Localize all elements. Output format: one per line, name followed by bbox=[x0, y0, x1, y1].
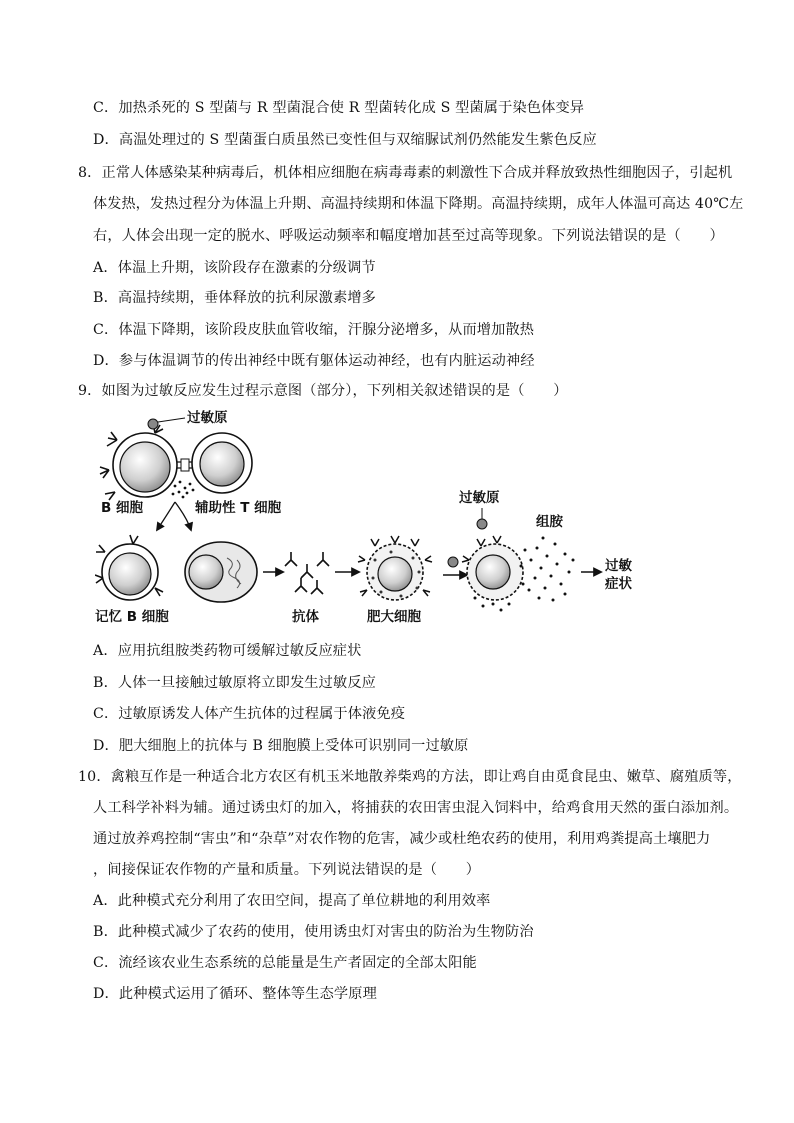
q8-stem-line-1: 8．正常人体感染某种病毒后，机体相应细胞在病毒毒素的刺激性下合成并释放致热性细胞因子，引起机 bbox=[78, 165, 733, 181]
allergy-process-diagram bbox=[95, 400, 655, 630]
helper-t-cell-icon bbox=[192, 433, 252, 493]
q10-stem-line-2: 人工科学补料为辅。通过诱虫灯的加入，将捕获的农田害虫混入饲料中，给鸡食用天然的蛋白添加剂。 bbox=[93, 800, 739, 816]
q10-option-a: A．此种模式充分利用了农田空间，提高了单位耕地的利用效率 bbox=[93, 893, 491, 909]
label-symptom-1: 过敏 bbox=[605, 558, 632, 574]
label-symptom-2: 症状 bbox=[605, 576, 632, 592]
memory-b-cell-icon bbox=[95, 535, 163, 600]
q9-option-a: A．应用抗组胺类药物可缓解过敏反应症状 bbox=[93, 643, 362, 659]
q9-option-c: C．过敏原诱发人体产生抗体的过程属于体液免疫 bbox=[93, 706, 406, 722]
q10-stem-line-3: 通过放养鸡控制“害虫”和“杂草”对农作物的危害，减少或杜绝农药的使用，利用鸡粪提高土壤肥力 bbox=[93, 831, 711, 847]
q9-stem: 9．如图为过敏反应发生过程示意图（部分），下列相关叙述错误的是（ ） bbox=[78, 383, 568, 399]
q8-option-b: B．高温持续期，垂体释放的抗利尿激素增多 bbox=[93, 290, 376, 306]
label-b-cell: B 细胞 bbox=[101, 500, 143, 516]
label-mast-cell: 肥大细胞 bbox=[367, 609, 421, 625]
q10-stem-line-4: ，间接保证农作物的产量和质量。下列说法错误的是（ ） bbox=[93, 862, 481, 878]
mast-cell-icon bbox=[358, 536, 432, 600]
label-helper-t: 辅助性 T 细胞 bbox=[195, 500, 282, 516]
q8-stem-line-3: 右，人体会出现一定的脱水、呼吸运动频率和幅度增加甚至过高等现象。下列说法错误的是（ ） bbox=[93, 228, 724, 244]
label-histamine: 组胺 bbox=[536, 514, 563, 530]
q8-stem-line-2: 体发热，发热过程分为体温上升期、高温持续期和体温下降期。高温持续期，成年人体温可高达 40℃左 bbox=[93, 196, 744, 212]
q10-option-d: D．此种模式运用了循环、整体等生态学原理 bbox=[93, 986, 377, 1002]
allergen-icon bbox=[448, 557, 458, 567]
q7-option-c: C．加热杀死的 S 型菌与 R 型菌混合使 R 型菌转化成 S 型菌属于染色体变异 bbox=[93, 100, 585, 116]
label-memory-b: 记忆 B 细胞 bbox=[95, 609, 169, 625]
antibody-icon bbox=[285, 552, 329, 594]
plasma-cell-icon bbox=[185, 542, 257, 602]
q8-option-c: C．体温下降期，该阶段皮肤血管收缩，汗腺分泌增多，从而增加散热 bbox=[93, 322, 535, 338]
q9-option-d: D．肥大细胞上的抗体与 B 细胞膜上受体可识别同一过敏原 bbox=[93, 738, 469, 754]
b-cell-icon bbox=[100, 423, 177, 500]
label-antibody: 抗体 bbox=[292, 609, 319, 625]
q9-option-b: B．人体一旦接触过敏原将立即发生过敏反应 bbox=[93, 675, 376, 691]
degranulating-mast-cell-icon bbox=[462, 508, 523, 600]
label-allergen-top: 过敏原 bbox=[187, 410, 228, 426]
q8-option-d: D．参与体温调节的传出神经中既有躯体运动神经，也有内脏运动神经 bbox=[93, 353, 535, 369]
q10-option-b: B．此种模式减少了农药的使用，使用诱虫灯对害虫的防治为生物防治 bbox=[93, 924, 534, 940]
q10-option-c: C．流经该农业生态系统的总能量是生产者固定的全部太阳能 bbox=[93, 955, 477, 971]
label-allergen-right: 过敏原 bbox=[459, 490, 500, 506]
q10-stem-line-1: 10．禽粮互作是一种适合北方农区有机玉米地散养柴鸡的方法，即让鸡自由觅食昆虫、嫩草、腐殖质等， bbox=[78, 769, 742, 785]
q8-option-a: A．体温上升期，该阶段存在激素的分级调节 bbox=[93, 260, 376, 276]
cytokine-dots bbox=[172, 481, 195, 499]
allergen-icon bbox=[148, 418, 185, 429]
q7-option-d: D．高温处理过的 S 型菌蛋白质虽然已变性但与双缩脲试剂仍然能发生紫色反应 bbox=[93, 132, 597, 148]
